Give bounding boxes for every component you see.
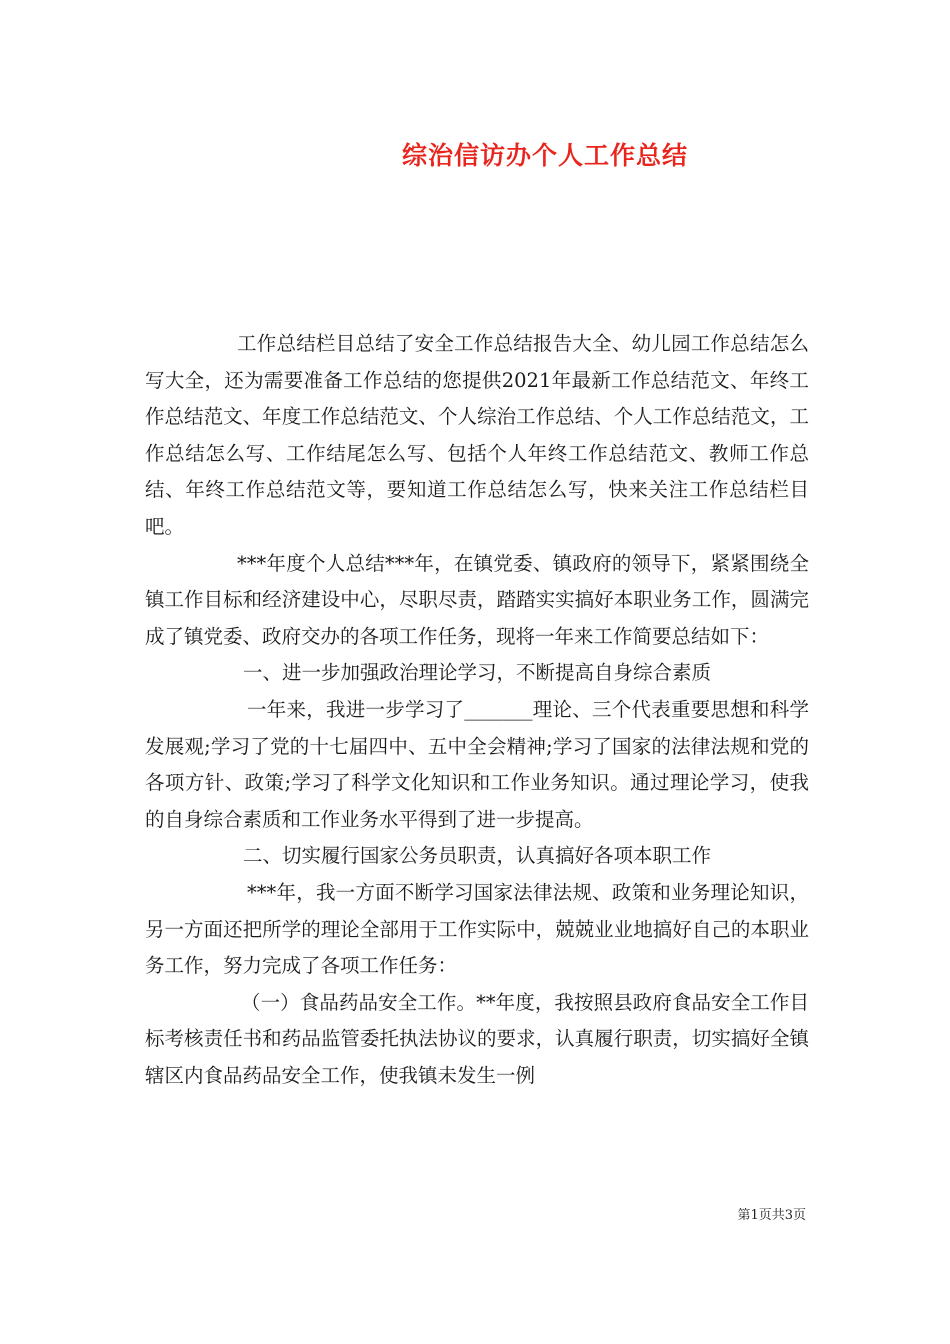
section-heading-2: 二、切实履行国家公务员职责，认真搞好各项本职工作 [243, 844, 712, 868]
paragraph-duties: ***年，我一方面不断学习国家法律法规、政策和业务理论知识，另一方面还把所学的理论全部用于工作实际中，兢兢业业地搞好自己的本职业务工作，努力完成了各项工作任务： [145, 880, 809, 978]
section-heading-1: 一、进一步加强政治理论学习，不断提高自身综合素质 [243, 661, 712, 685]
document-body [145, 326, 809, 1094]
paragraph-theory-study: 一年来，我进一步学习了_______理论、三个代表重要思想和科学发展观;学习了党的十七届四中、五中全会精神;学习了国家的法律法规和党的各项方针、政策;学习了科学文化知识和工作业务知识。通过理论学习，使我的自身综合素质和工作业务水平得到了进一步提高。 [145, 697, 809, 831]
paragraph-annual-summary: ***年度个人总结***年，在镇党委、镇政府的领导下，紧紧围绕全镇工作目标和经济建设中心，尽职尽责，踏踏实实搞好本职业务工作，圆满完成了镇党委、政府交办的各项工作任务，现将一年来工作简要总结如下： [145, 551, 809, 648]
document-title: 综治信访办个人工作总结 [401, 141, 688, 170]
page-number: 第1页共3页 [737, 1208, 806, 1223]
paragraph-intro: 工作总结栏目总结了安全工作总结报告大全、幼儿园工作总结怎么写大全，还为需要准备工作总结的您提供2021年最新工作总结范文、年终工作总结范文、年度工作总结范文、个人综治工作总结、个人工作总结范文，工作总结怎么写、工作结尾怎么写、包括个人年终工作总结范文、教师工作总结、年终工作总结范文等，要知道工作总结怎么写，快来关注工作总结栏目吧。 [145, 332, 809, 538]
paragraph-food-safety: （一）食品药品安全工作。**年度，我按照县政府食品安全工作目标考核责任书和药品监管委托执法协议的要求，认真履行职责，切实搞好全镇辖区内食品药品安全工作，使我镇未发生一例 [145, 990, 809, 1087]
